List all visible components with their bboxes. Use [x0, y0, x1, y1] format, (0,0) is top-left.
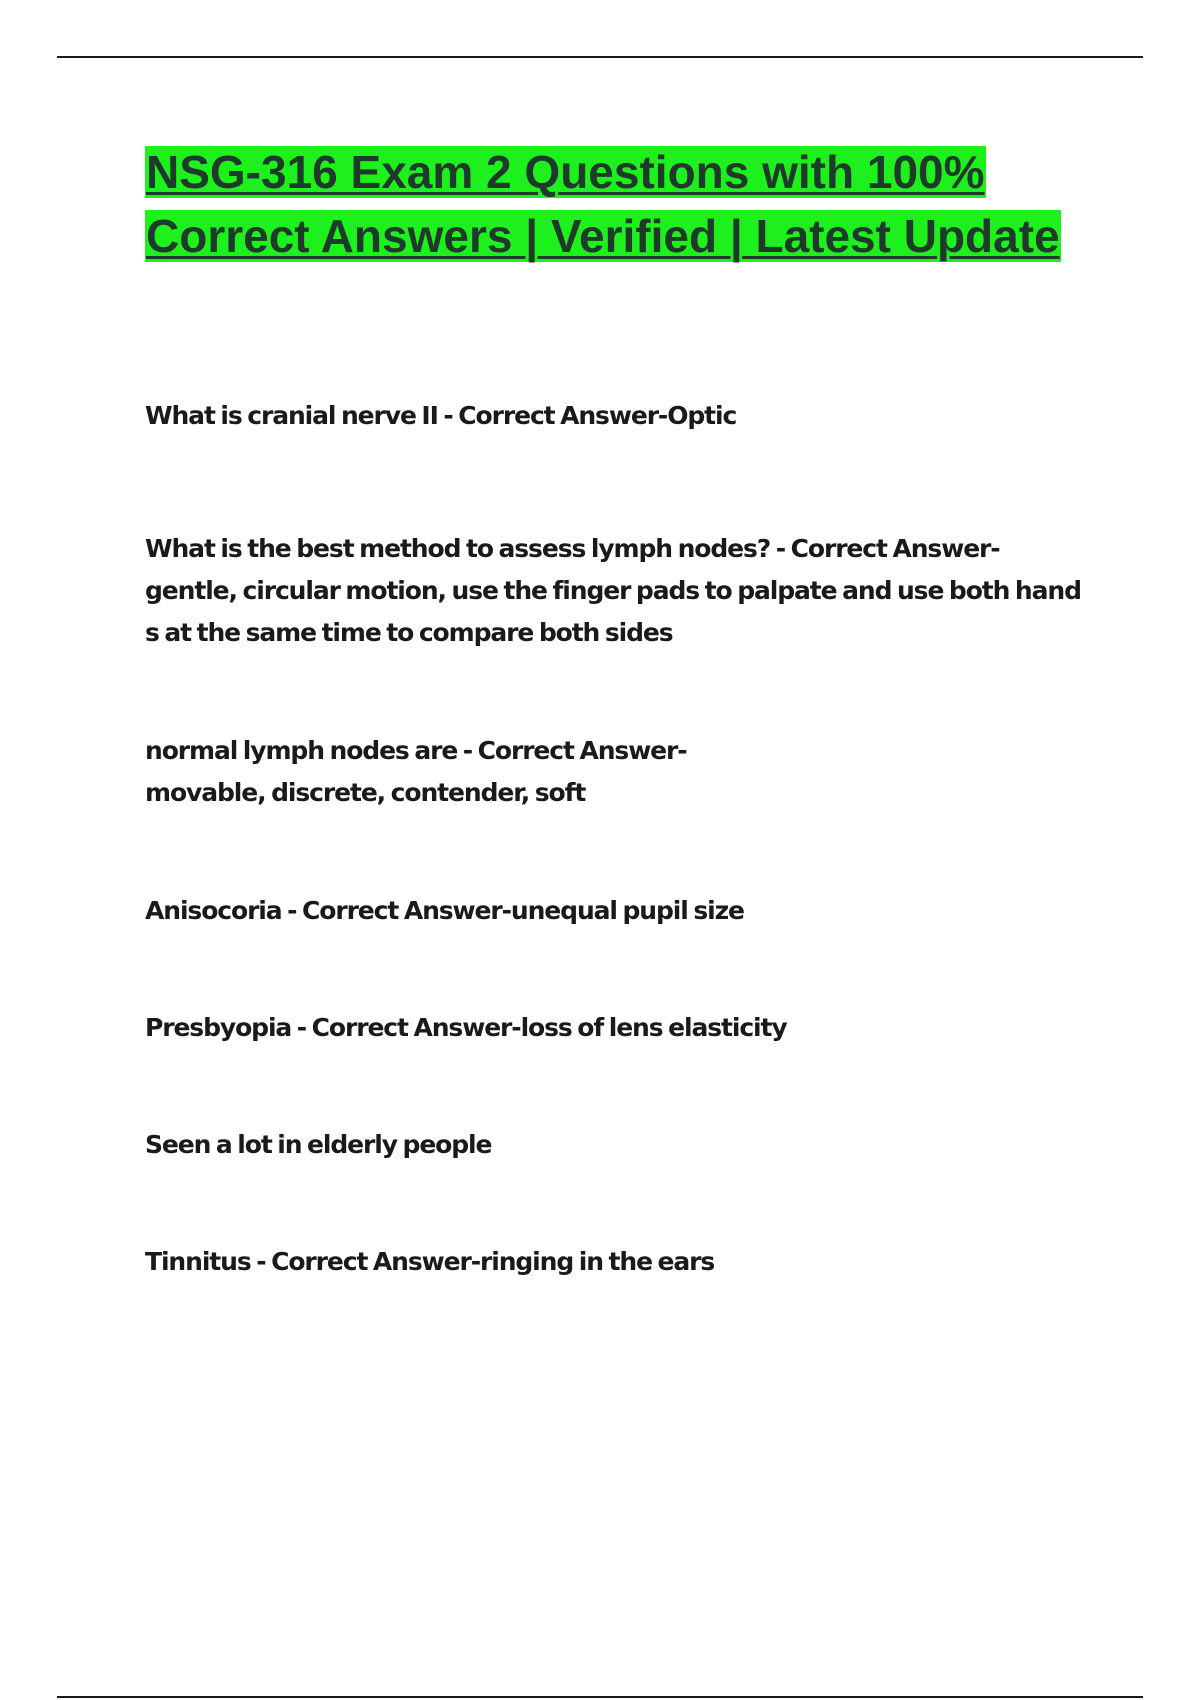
entry-line: movable, discrete, contender, soft [145, 778, 586, 807]
entry-line: Tinnitus - Correct Answer-ringing in the ears [145, 1247, 715, 1276]
qa-entry-presbyopia [145, 1007, 1090, 1049]
entry-line: What is cranial nerve II - Correct Answer-Optic [145, 401, 737, 430]
qa-entry-tinnitus [145, 1241, 1090, 1283]
entry-line: gentle, circular motion, use the finger pads to palpate and use both hand [145, 576, 1081, 605]
entry-line: What is the best method to assess lymph nodes? - Correct Answer- [145, 534, 1000, 563]
qa-entry-anisocoria [145, 890, 1090, 932]
qa-entry-elderly-note [145, 1124, 1090, 1166]
qa-entry-normal-lymph-nodes [145, 730, 1090, 814]
entry-line: s at the same time to compare both sides [145, 618, 673, 647]
entry-line: Anisocoria - Correct Answer-unequal pupil size [145, 896, 744, 925]
entry-line: normal lymph nodes are - Correct Answer- [145, 736, 687, 765]
bottom-rule [57, 1696, 1143, 1698]
top-rule [57, 56, 1143, 58]
document-title-text: NSG-316 Exam 2 Questions with 100% Correct Answers | Verified | Latest Update [146, 146, 1060, 262]
entry-line: Seen a lot in elderly people [145, 1130, 492, 1159]
entry-line: Presbyopia - Correct Answer-loss of lens elasticity [145, 1013, 787, 1042]
qa-entry-lymph-assessment [145, 528, 1090, 654]
document-title [145, 140, 1085, 268]
qa-entry-cranial-nerve [145, 395, 1090, 437]
